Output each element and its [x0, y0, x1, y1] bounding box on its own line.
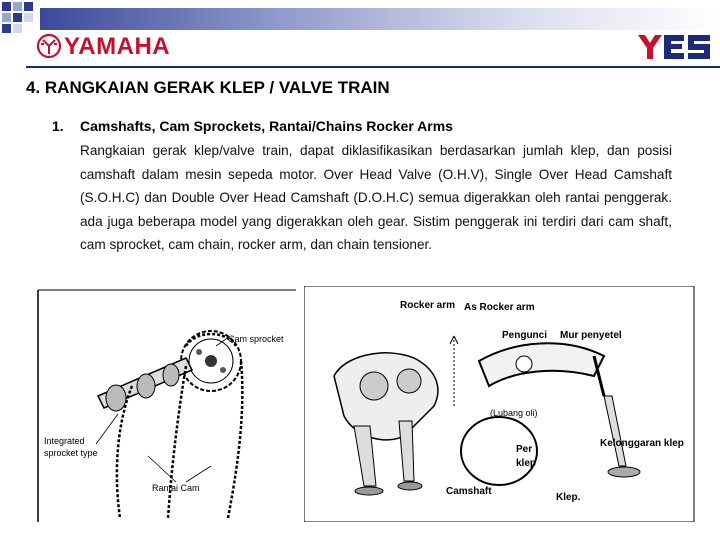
page-title: 4. RANGKAIAN GERAK KLEP / VALVE TRAIN	[26, 78, 390, 97]
yes-logo	[636, 32, 712, 67]
label-rocker-arm: Rocker arm	[400, 300, 456, 311]
label-kelonggaran-klep: Kelonggaran klep	[600, 438, 684, 449]
section-heading	[52, 118, 672, 134]
header-gradient-bar	[40, 8, 720, 30]
label-camshaft: Camshaft	[446, 486, 492, 497]
list-item	[52, 118, 672, 257]
section-number: 1.	[52, 118, 64, 134]
label-as-rocker-arm: As Rocker arm	[464, 302, 535, 313]
section-heading-text: Camshafts, Cam Sprockets, Rantai/Chains Rocker Arms	[80, 118, 453, 134]
label-integrated-1: Integrated	[44, 436, 85, 446]
label-per-2: klep	[516, 458, 537, 469]
label-klep: Klep.	[556, 492, 581, 503]
label-lubang-oli: (Lubang oli)	[490, 408, 538, 418]
label-cam-sprocket: Cam sprocket	[228, 334, 284, 344]
rocker-arm-valve-figure	[304, 286, 696, 522]
label-rantai-cam: Rantai Cam	[152, 483, 200, 493]
label-mur-penyetel: Mur penyetel	[560, 330, 622, 341]
label-pengunci: Pengunci	[502, 330, 548, 341]
camshaft-drawing	[98, 358, 192, 411]
section-body: Rangkaian gerak klep/valve train, dapat diklasifikasikan berdasarkan jumlah klep, dan posisi camshaft dalam mesin sepeda motor. Over Head Valve (O.H.V), Single Over Head Camshaft (S.O.H.C) dan Double Over Head Camshaft (D.O.H.C) semua digerakkan oleh rantai penggerak. ada juga beberapa model yang digerakkan oleh gear. Sistim penggerak ini terdiri dari cam shaft, cam sprocket, cam chain, rocker arm, dan chain tensioner.	[80, 143, 672, 252]
yamaha-wordmark: YAMAHA	[64, 33, 171, 60]
camshaft-sprocket-chain-figure	[36, 286, 298, 522]
yes-logo-text: YES	[636, 32, 639, 33]
label-per-1: Per	[516, 444, 533, 455]
header-divider	[26, 66, 720, 68]
yamaha-tuning-fork-emblem-icon	[38, 35, 60, 57]
label-integrated-2: sprocket type	[44, 448, 98, 458]
yamaha-logo	[36, 32, 186, 60]
